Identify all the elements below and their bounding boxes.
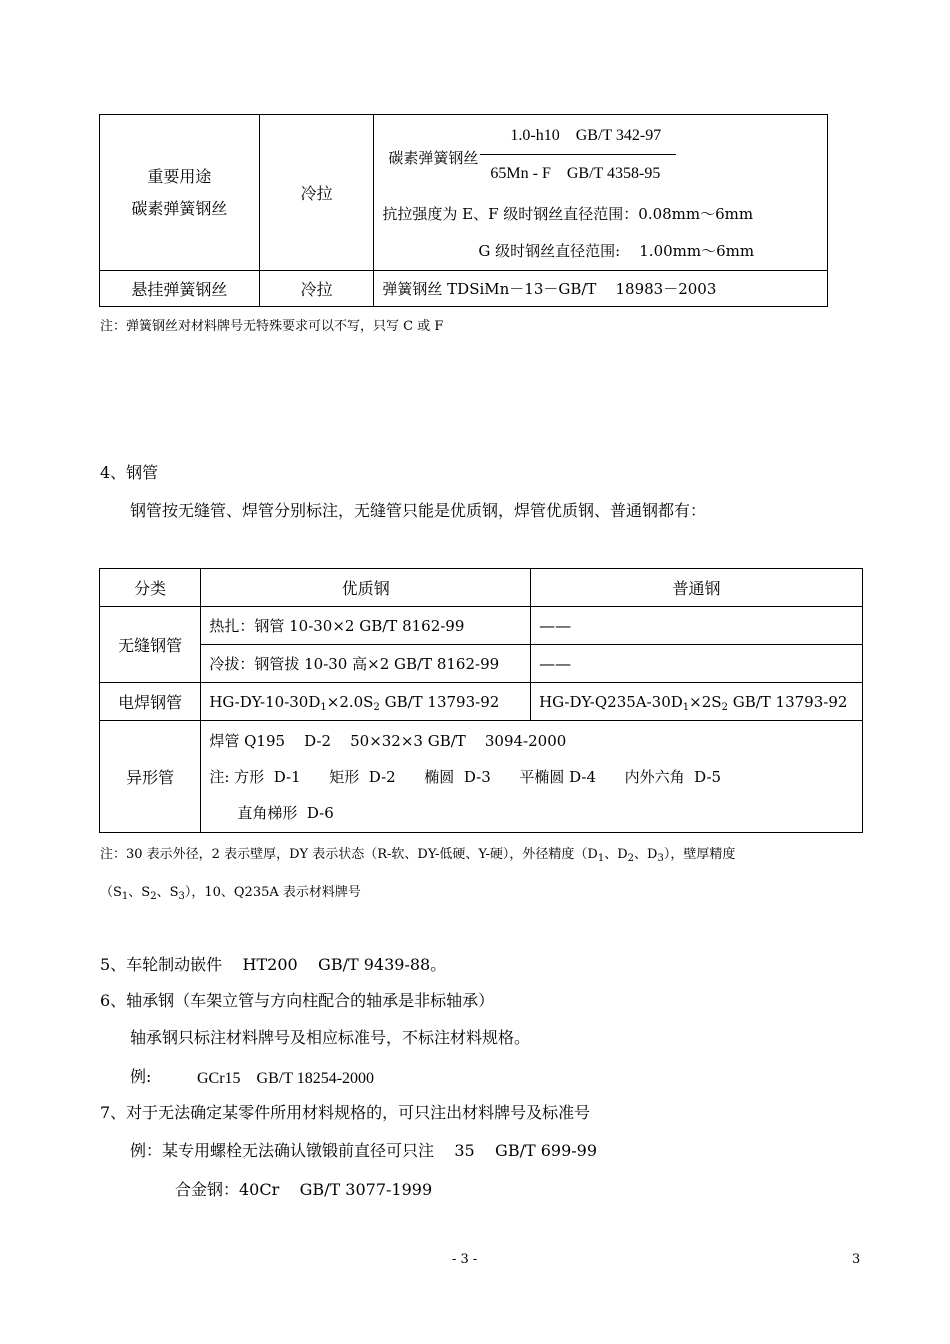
note-text: ），10、Q235A 表示材料牌号 (184, 885, 361, 900)
welded-plain (531, 683, 863, 721)
pipe-note-line2 (100, 884, 361, 902)
header-ordinary-steel: 普通钢 (531, 569, 863, 607)
process-cell: 冷拉 (259, 115, 374, 271)
special-label: 异形管 (100, 721, 201, 833)
sub: 3 (178, 891, 185, 902)
note-text: ），壁厚精度 (663, 847, 736, 862)
welded-plain-a: HG-DY-Q235A-30D (539, 692, 683, 711)
item6: 6、轴承钢（车架立管与方向柱配合的轴承是非标轴承） (100, 991, 495, 1010)
sub: 2 (373, 701, 380, 713)
note-text: 、S (156, 885, 179, 900)
header-category: 分类 (100, 569, 201, 607)
sub: 1 (682, 701, 690, 713)
sub: 2 (150, 891, 157, 902)
page-number-center: - 3 - (452, 1252, 478, 1267)
welded-quality-a: HG-DY-10-30D (209, 692, 321, 711)
sub: 1 (597, 853, 605, 864)
item6-example-label: 例: (130, 1067, 152, 1086)
sub: 2 (721, 701, 728, 713)
special-spec (201, 721, 863, 833)
frac-denominator: 65Mn - F GB/T 4358-95 (490, 165, 661, 182)
frac-numerator: 1.0-h10 GB/T 342-97 (510, 127, 662, 144)
spring-name-line2: 碳素弹簧钢丝 (131, 198, 228, 218)
seamless-hot-plain: —— (531, 607, 863, 645)
section4-intro: 钢管按无缝管、焊管分别标注，无缝管只能是优质钢，焊管优质钢、普通钢都有： (130, 501, 707, 520)
fraction-bar (480, 154, 676, 155)
spring-wire-table (99, 114, 828, 307)
welded-plain-b: ×2S (689, 692, 722, 711)
header-quality-steel: 优质钢 (201, 569, 531, 607)
hanging-spring-name: 悬挂弹簧钢丝 (100, 271, 260, 307)
note-text: 注：30 表示外径，2 表示壁厚，DY 表示状态（R-软、DY-低硬、Y-硬），外径精度（D (100, 847, 598, 862)
seamless-hot: 热扎：钢管 10-30×2 GB/T 8162-99 (201, 607, 531, 645)
item7-example2: 合金钢：40Cr GB/T 3077-1999 (175, 1180, 433, 1199)
sub: 1 (320, 701, 327, 713)
note-text: 、D (604, 847, 628, 862)
sub: 3 (657, 853, 664, 864)
note-text: 、S (128, 885, 151, 900)
sub: 2 (627, 853, 635, 864)
welded-quality-b: ×2.0S (326, 692, 374, 711)
spring-name-line1: 重要用途 (147, 166, 212, 186)
g-grade-line: G 级时钢丝直径范围: 1.00mm～6mm (478, 242, 755, 260)
welded-label: 电焊钢管 (100, 683, 201, 721)
steel-pipe-table (99, 568, 863, 833)
item6-desc: 轴承钢只标注材料牌号及相应标准号，不标注材料规格。 (130, 1028, 531, 1047)
welded-quality-c: GB/T 13793-92 (379, 692, 500, 711)
pipe-note-line1 (100, 846, 735, 864)
special-line3: 直角梯形 D-6 (237, 803, 334, 822)
table1-note: 注：弹簧钢丝对材料牌号无特殊要求可以不写，只写 C 或 F (100, 319, 444, 334)
page-number-right: 3 (852, 1252, 861, 1267)
process-cell: 冷拉 (259, 271, 374, 307)
spec-cell (374, 115, 828, 271)
frac-prefix: 碳素弹簧钢丝 (388, 149, 479, 167)
strength-line: 抗拉强度为 E、F 级时钢丝直径范围：0.08mm～6mm (382, 205, 754, 223)
special-line1: 焊管 Q195 D-2 50×32×3 GB/T 3094-2000 (209, 731, 567, 750)
note-text: 、D (634, 847, 658, 862)
seamless-label: 无缝钢管 (100, 607, 201, 683)
table-cell (100, 115, 260, 271)
welded-quality (201, 683, 531, 721)
sub: 1 (121, 891, 129, 902)
section4-title: 4、钢管 (100, 463, 159, 482)
seamless-cold: 冷拔：钢管拔 10-30 高×2 GB/T 8162-99 (201, 645, 531, 683)
hanging-spring-spec: 弹簧钢丝 TDSiMn－13－GB/T 18983－2003 (374, 271, 828, 307)
item7-example: 例：某专用螺栓无法确认镦锻前直径可只注 35 GB/T 699-99 (130, 1141, 598, 1160)
special-line2: 注: 方形 D-1 矩形 D-2 椭圆 D-3 平椭圆 D-4 内外六角 D-5 (209, 767, 722, 786)
seamless-cold-plain: —— (531, 645, 863, 683)
item5: 5、车轮制动嵌件 HT200 GB/T 9439-88。 (100, 955, 447, 974)
note-text: （S (100, 885, 122, 900)
item7: 7、对于无法确定某零件所用材料规格的，可只注出材料牌号及标准号 (100, 1103, 591, 1122)
welded-plain-c: GB/T 13793-92 (727, 692, 848, 711)
item6-example: GCr15 GB/T 18254-2000 (197, 1070, 375, 1087)
